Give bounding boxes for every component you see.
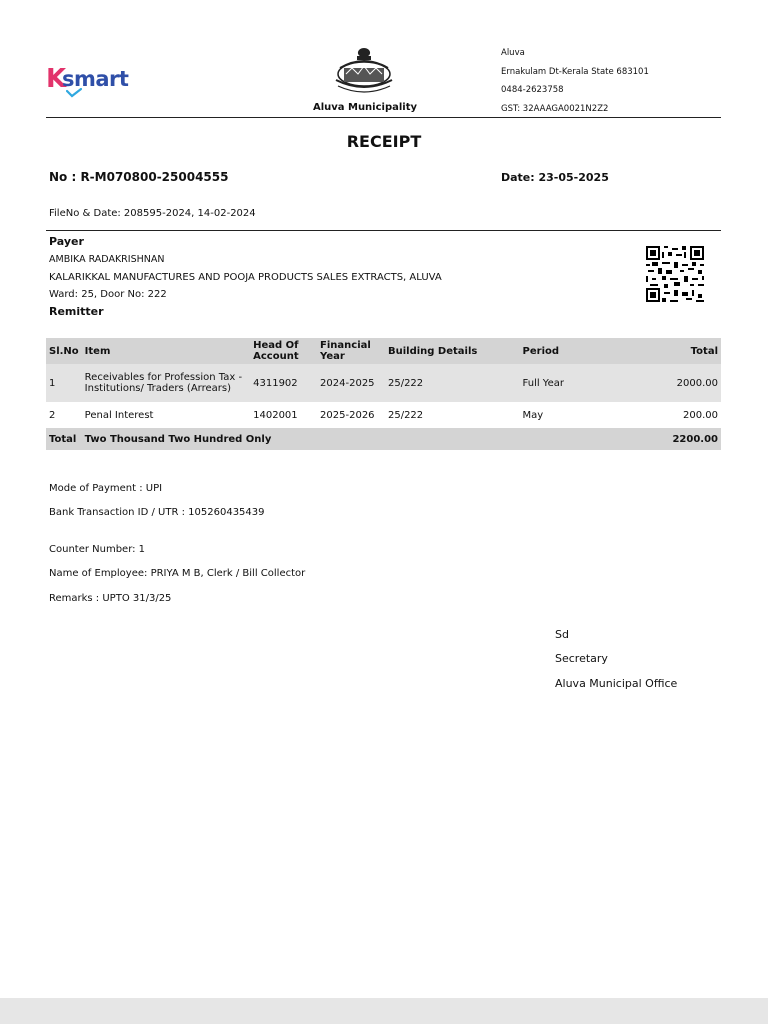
address-line-1: Aluva	[501, 48, 525, 58]
receipt-title: RECEIPT	[346, 132, 422, 151]
table-total-row	[46, 428, 721, 450]
cell-slno: 1	[46, 364, 82, 402]
receipt-date: Date: 23-05-2025	[501, 171, 609, 184]
cell-item: Receivables for Profession Tax - Institutions/ Traders (Arrears)	[82, 364, 250, 402]
total-label: Total	[46, 428, 82, 450]
logo-check-icon	[66, 88, 82, 98]
cell-financial-year: 2024-2025	[317, 364, 385, 402]
logo-smart: smart	[62, 67, 129, 91]
cell-period: Full Year	[520, 364, 642, 402]
table-header-row	[46, 338, 721, 364]
signature-office: Aluva Municipal Office	[555, 677, 678, 690]
table-row	[46, 364, 721, 402]
logo-k: K	[46, 64, 66, 94]
bank-transaction-id: Bank Transaction ID / UTR : 105260435439	[49, 507, 265, 518]
municipality-name: Aluva Municipality	[312, 102, 418, 113]
col-header-head-of-account: Head Of Account	[250, 338, 317, 364]
counter-number: Counter Number: 1	[49, 544, 146, 555]
cell-building-details: 25/222	[385, 402, 520, 428]
employee-name: Name of Employee: PRIYA M B, Clerk / Bill Collector	[49, 568, 306, 579]
header-divider	[46, 117, 721, 118]
cell-head-of-account: 4311902	[250, 364, 317, 402]
cell-item: Penal Interest	[82, 402, 250, 428]
receipt-number: No : R-M070800-25004555	[49, 170, 229, 184]
gst-number: GST: 32AAAGA0021N2Z2	[501, 104, 609, 114]
col-header-financial-year: Financial Year	[317, 338, 385, 364]
signature-sd: Sd	[555, 628, 569, 641]
total-amount: 2200.00	[641, 428, 721, 450]
table-row	[46, 402, 721, 428]
cell-head-of-account: 1402001	[250, 402, 317, 428]
col-header-building-details: Building Details	[385, 338, 520, 364]
cell-total: 200.00	[641, 402, 721, 428]
cell-slno: 2	[46, 402, 82, 428]
ksmart-logo	[46, 64, 136, 98]
cell-building-details: 25/222	[385, 364, 520, 402]
col-header-period: Period	[520, 338, 642, 364]
payment-mode: Mode of Payment : UPI	[49, 483, 163, 494]
remitter-heading: Remitter	[49, 305, 104, 318]
total-in-words: Two Thousand Two Hundred Only	[82, 428, 641, 450]
payer-name: AMBIKA RADAKRISHNAN	[49, 254, 165, 265]
col-header-item: Item	[82, 338, 250, 364]
address-line-2: Ernakulam Dt-Kerala State 683101	[501, 67, 649, 77]
payer-ward: Ward: 25, Door No: 222	[49, 289, 167, 300]
receipt-items-table	[46, 338, 721, 450]
col-header-total: Total	[641, 338, 721, 364]
phone-number: 0484-2623758	[501, 85, 564, 95]
payer-divider	[46, 230, 721, 231]
payer-heading: Payer	[49, 235, 84, 248]
col-header-slno: Sl.No	[46, 338, 82, 364]
municipality-emblem-icon	[330, 46, 398, 98]
remarks: Remarks : UPTO 31/3/25	[49, 593, 172, 604]
signature-designation: Secretary	[555, 652, 608, 665]
cell-period: May	[520, 402, 642, 428]
viewer-footer-band	[0, 998, 768, 1024]
cell-financial-year: 2025-2026	[317, 402, 385, 428]
payer-address: KALARIKKAL MANUFACTURES AND POOJA PRODUCTS SALES EXTRACTS, ALUVA	[49, 272, 442, 283]
qr-code-icon	[646, 246, 704, 302]
cell-total: 2000.00	[641, 364, 721, 402]
file-number: FileNo & Date: 208595-2024, 14-02-2024	[49, 208, 256, 219]
